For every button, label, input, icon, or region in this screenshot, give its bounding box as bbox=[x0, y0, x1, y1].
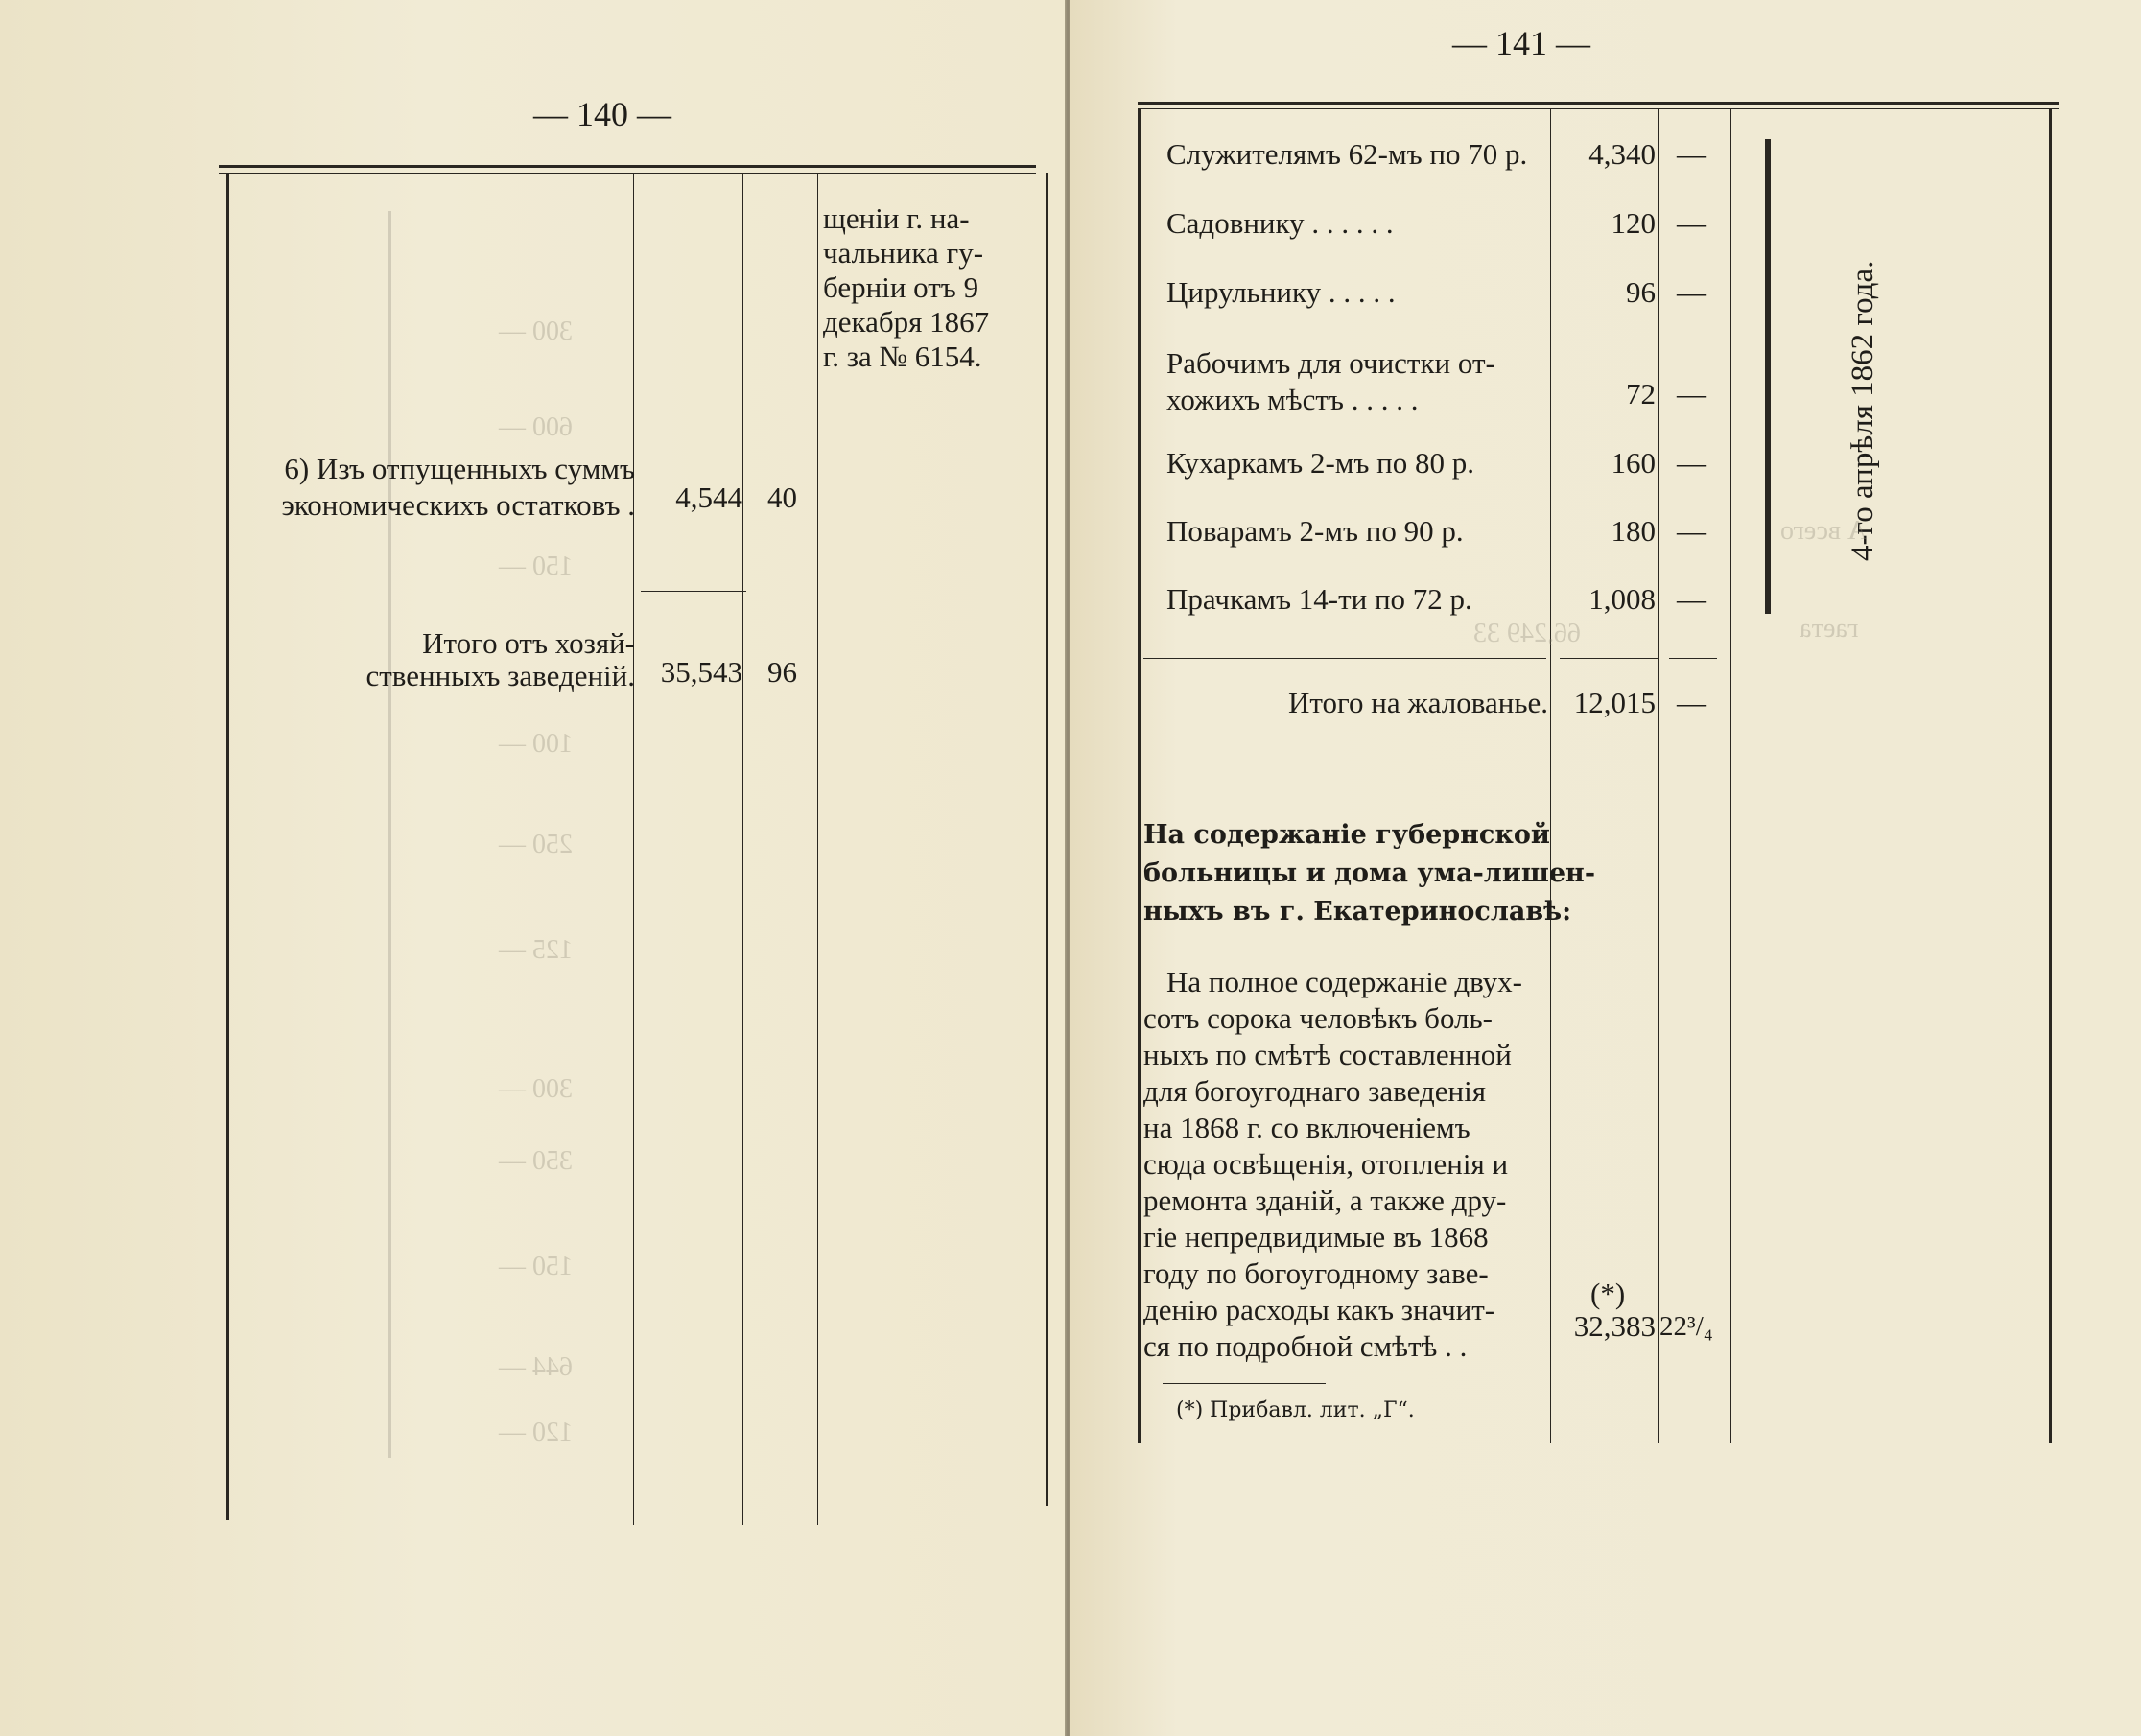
row-rub-workers: 72 bbox=[1626, 377, 1656, 411]
total-label-1: Итого отъ хозяй- bbox=[422, 626, 635, 660]
subtotal-rule-rub bbox=[1560, 658, 1658, 659]
bleed-through-smudge: гаета bbox=[1800, 614, 1859, 644]
section-heading-3: ныхъ въ г. Екатеринославѣ: bbox=[1143, 897, 1572, 927]
bleed-through-smudge: А всего bbox=[1780, 516, 1868, 546]
footnote: (*) Прибавл. лит. „Г“. bbox=[1176, 1398, 1415, 1422]
row-kop-barber: — bbox=[1677, 275, 1706, 309]
paragraph-line: гіе непредвидимые въ 1868 bbox=[1143, 1220, 1489, 1254]
paragraph-line: сотъ сорока человѣкъ боль- bbox=[1143, 1001, 1493, 1035]
bleed-through-smudge: 600 — bbox=[499, 412, 573, 442]
spill-line-4: декабря 1867 bbox=[823, 305, 990, 339]
total-kop: 96 bbox=[767, 655, 797, 689]
paragraph-line: ремонта зданій, а также дру- bbox=[1143, 1184, 1507, 1217]
salary-total-kop: — bbox=[1677, 686, 1706, 719]
salary-total-rub: 12,015 bbox=[1573, 686, 1656, 719]
col-divider-note bbox=[1730, 108, 1731, 1443]
side-note-date: 4-го апрѣля 1862 года. bbox=[1846, 260, 1880, 561]
subtotal-rule-kop bbox=[1669, 658, 1717, 659]
row-label-cooks-f: Кухаркамъ 2-мъ по 80 р. bbox=[1166, 446, 1475, 480]
row-label-barber: Цирульнику . . . . . bbox=[1166, 275, 1396, 309]
table-top-rule bbox=[1138, 102, 2059, 105]
paragraph-line: На полное содержаніе двух- bbox=[1166, 965, 1522, 998]
row-kop-laundresses: — bbox=[1677, 582, 1706, 616]
total-rub: 35,543 bbox=[660, 655, 742, 689]
bleed-through-smudge: 150 — bbox=[499, 551, 573, 581]
side-note-bracket bbox=[1765, 139, 1771, 614]
row-b-rub: 4,544 bbox=[675, 481, 742, 514]
bleed-through-smudge: 644 — bbox=[499, 1352, 573, 1382]
bleed-through-smudge: 120 — bbox=[499, 1418, 573, 1447]
section-heading-1: На содержаніе губернской bbox=[1143, 820, 1550, 850]
row-rub-cooks-m: 180 bbox=[1611, 514, 1656, 548]
row-label-laundresses: Прачкамъ 14-ти по 72 р. bbox=[1166, 582, 1472, 616]
row-label-gardener: Садовнику . . . . . . bbox=[1166, 206, 1394, 240]
page-number-left: — 140 — bbox=[533, 95, 671, 133]
paragraph-line: для богоугоднаго заведенія bbox=[1143, 1074, 1486, 1108]
row-rub-servants: 4,340 bbox=[1588, 137, 1656, 171]
paragraph-line: на 1868 г. со включеніемъ bbox=[1143, 1111, 1470, 1144]
left-page bbox=[0, 0, 1065, 1736]
spill-line-2: чальника гу- bbox=[823, 236, 984, 270]
row-kop-cooks-f: — bbox=[1677, 446, 1706, 480]
bleed-through-smudge: 100 — bbox=[499, 729, 573, 759]
row-b-kop: 40 bbox=[767, 481, 797, 514]
row-kop-gardener: — bbox=[1677, 206, 1706, 240]
table-top-rule bbox=[219, 165, 1036, 168]
row-b-label-2: экономическихъ остатковъ . bbox=[281, 488, 635, 522]
spill-line-1: щеніи г. на- bbox=[823, 201, 970, 235]
spill-line-5: г. за № 6154. bbox=[823, 340, 982, 373]
table-right-border bbox=[2049, 108, 2052, 1443]
paragraph-kop: 22³/₄ bbox=[1659, 1311, 1713, 1342]
col-divider-rub bbox=[633, 173, 634, 1525]
paragraph-line: году по богоугодному заве- bbox=[1143, 1256, 1489, 1290]
col-divider-rub bbox=[1550, 108, 1551, 1443]
paragraph-line: ся по подробной смѣтѣ . . bbox=[1143, 1329, 1468, 1363]
subtotal-rule bbox=[641, 591, 746, 592]
salary-total-label: Итого на жалованье. bbox=[1288, 686, 1548, 719]
paragraph-rub: 32,383 bbox=[1573, 1309, 1656, 1343]
bleed-through-rule bbox=[388, 211, 391, 1458]
subtotal-rule-label bbox=[1143, 658, 1546, 659]
bleed-through-smudge: 66,249 33 bbox=[1473, 619, 1581, 648]
row-label-cooks-m: Поварамъ 2-мъ по 90 р. bbox=[1166, 514, 1464, 548]
page-number-right: — 141 — bbox=[1452, 24, 1590, 62]
table-top-rule-thin bbox=[1138, 108, 2059, 109]
row-b-label-1: 6) Изъ отпущенныхъ суммъ bbox=[284, 452, 635, 485]
row-label-workers-2: хожихъ мѣстъ . . . . . bbox=[1166, 383, 1419, 416]
bleed-through-smudge: 150 — bbox=[499, 1252, 573, 1281]
row-rub-barber: 96 bbox=[1626, 275, 1656, 309]
row-kop-servants: — bbox=[1677, 137, 1706, 171]
section-heading-2: больницы и дома ума-лишен- bbox=[1143, 858, 1596, 888]
bleed-through-smudge: 350 — bbox=[499, 1146, 573, 1176]
table-right-border bbox=[1046, 173, 1048, 1506]
bleed-through-smudge: 250 — bbox=[499, 830, 573, 859]
total-label-2: ственныхъ заведеній. bbox=[365, 659, 635, 692]
bleed-through-smudge: 300 — bbox=[499, 1074, 573, 1104]
paragraph-footnote-mark: (*) bbox=[1590, 1277, 1626, 1310]
row-label-servants: Служителямъ 62-мъ по 70 р. bbox=[1166, 137, 1528, 171]
row-rub-laundresses: 1,008 bbox=[1588, 582, 1656, 616]
col-divider-note bbox=[817, 173, 818, 1525]
col-divider-kop bbox=[742, 173, 743, 1525]
footnote-rule bbox=[1163, 1383, 1326, 1384]
row-rub-cooks-f: 160 bbox=[1611, 446, 1656, 480]
right-page bbox=[1070, 0, 2141, 1736]
table-left-border bbox=[226, 173, 229, 1520]
paragraph-line: сюда освѣщенія, отопленія и bbox=[1143, 1147, 1509, 1181]
row-label-workers-1: Рабочимъ для очистки от- bbox=[1166, 346, 1495, 380]
paragraph-line: ныхъ по смѣтѣ составленной bbox=[1143, 1038, 1512, 1071]
spill-line-3: берніи отъ 9 bbox=[823, 270, 979, 304]
paragraph-line: денію расходы какъ значит- bbox=[1143, 1293, 1495, 1326]
row-rub-gardener: 120 bbox=[1611, 206, 1656, 240]
table-left-border bbox=[1138, 108, 1141, 1443]
row-kop-workers: — bbox=[1677, 377, 1706, 411]
row-kop-cooks-m: — bbox=[1677, 514, 1706, 548]
col-divider-kop bbox=[1658, 108, 1659, 1443]
table-top-rule-thin bbox=[219, 173, 1036, 174]
bleed-through-smudge: 125 — bbox=[499, 935, 573, 965]
bleed-through-smudge: 300 — bbox=[499, 317, 573, 346]
